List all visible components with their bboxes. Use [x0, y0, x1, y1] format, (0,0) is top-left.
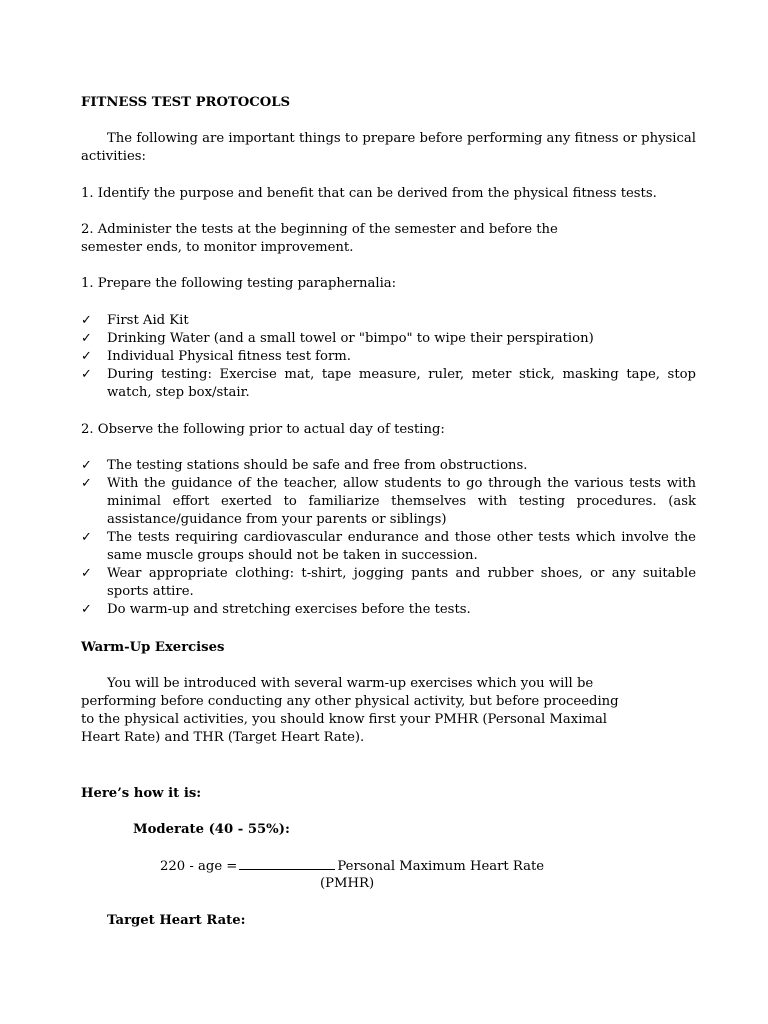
check-icon: ✓: [81, 602, 93, 617]
pmhr-blank-line: [239, 857, 335, 870]
paraphernalia-item: ✓ First Aid Kit: [81, 313, 189, 328]
paraphernalia-item: ✓ Drinking Water (and a small towel or "bimpo" to wipe their perspiration): [81, 331, 594, 346]
prepare-heading: 1. Prepare the following testing paraphernalia:: [81, 276, 397, 291]
step-2-line-2: semester ends, to monitor improvement.: [81, 240, 354, 255]
pmhr-formula-left: 220 - age =: [160, 859, 238, 874]
intro-paragraph: The following are important things to prepare before performing any fitness or physical activities:: [81, 131, 696, 164]
warmup-heading: Warm-Up Exercises: [81, 640, 225, 655]
check-icon: ✓: [81, 367, 93, 382]
check-icon: ✓: [81, 331, 93, 346]
warmup-line: to the physical activities, you should know first your PMHR (Personal Maximal: [81, 712, 608, 727]
warmup-line: Heart Rate) and THR (Target Heart Rate).: [81, 730, 365, 745]
observe-item: ✓ The testing stations should be safe and free from obstructions.: [81, 458, 528, 473]
check-icon: ✓: [81, 530, 93, 545]
check-icon: ✓: [81, 458, 93, 473]
observe-item: ✓ With the guidance of the teacher, allow students to go through the various tests with minimal effort exerted to familiarize themselves with testing procedures. (ask assistance/guidance from your parents or siblings): [81, 476, 696, 527]
how-heading: Here’s how it is:: [81, 786, 202, 801]
observe-heading: 2. Observe the following prior to actual day of testing:: [81, 422, 445, 437]
step-1-text: 1. Identify the purpose and benefit that can be derived from the physical fitness tests.: [81, 186, 657, 201]
warmup-paragraph: [81, 675, 696, 747]
pmhr-formula-right: Personal Maximum Heart Rate: [337, 859, 545, 874]
check-icon: ✓: [81, 476, 93, 491]
pmhr-formula: [160, 857, 680, 876]
observe-list: [81, 457, 696, 619]
paraphernalia-item: ✓ Individual Physical fitness test form.: [81, 349, 352, 364]
moderate-heading: Moderate (40 - 55%):: [133, 822, 290, 837]
pmhr-abbreviation: (PMHR): [320, 876, 375, 891]
observe-item: ✓ Do warm-up and stretching exercises before the tests.: [81, 602, 471, 617]
observe-item: ✓ Wear appropriate clothing: t-shirt, jogging pants and rubber shoes, or any suitable sports attire.: [81, 566, 696, 599]
step-2-line-1: 2. Administer the tests at the beginning of the semester and before the: [81, 222, 558, 237]
warmup-line: You will be introduced with several warm-up exercises which you will be: [107, 676, 594, 691]
warmup-line: performing before conducting any other physical activity, but before proceeding: [81, 694, 619, 709]
step-2-paragraph: [81, 221, 696, 257]
document-title: FITNESS TEST PROTOCOLS: [81, 95, 291, 110]
check-icon: ✓: [81, 313, 93, 328]
paraphernalia-item: ✓ During testing: Exercise mat, tape measure, ruler, meter stick, masking tape, stop watch, step box/stair.: [81, 367, 696, 400]
thr-heading: Target Heart Rate:: [107, 913, 246, 928]
observe-item: ✓ The tests requiring cardiovascular endurance and those other tests which involve the same muscle groups should not be taken in succession.: [81, 530, 696, 563]
check-icon: ✓: [81, 349, 93, 364]
check-icon: ✓: [81, 566, 93, 581]
paraphernalia-list: [81, 312, 696, 402]
